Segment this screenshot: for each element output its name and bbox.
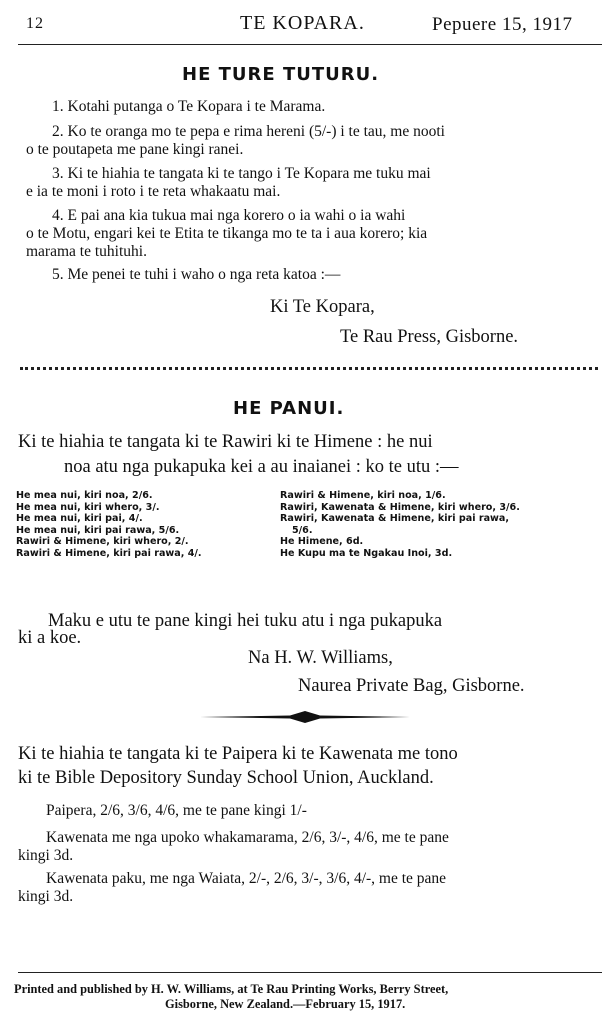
rule-2-line-2: o te poutapeta me pane kingi ranei. (26, 141, 244, 158)
stamp-line-2: ki a koe. (18, 628, 82, 648)
list-item: Rawiri & Himene, kiri noa, 1/6. (280, 490, 446, 501)
rule-4-line-1: 4. E pai ana kia tukua mai nga korero o ia wahi o ia wahi (52, 207, 406, 224)
address-line-1: Ki Te Kopara, (270, 297, 375, 317)
list-item: He mea nui, kiri noa, 2/6. (16, 490, 153, 501)
rule-2-line-1: 2. Ko te oranga mo te pepa e rima hereni (5/-) i te tau, me nooti (52, 123, 445, 140)
list-item: He mea nui, kiri pai rawa, 5/6. (16, 524, 180, 536)
page-number: 12 (26, 15, 44, 32)
signature-name: Na H. W. Williams, (248, 648, 393, 668)
panui-intro-line-2: noa atu nga pukapuka kei a au inaianei : ko te utu :— (64, 457, 459, 477)
rule-4-line-3: marama te tuhituhi. (26, 243, 147, 260)
bible-line-2: ki te Bible Depository Sunday School Union, Auckland. (18, 768, 434, 788)
list-item: Rawiri, Kawenata & Himene, kiri whero, 3/6. (280, 501, 520, 513)
price-kawenata-paku-line-1: Kawenata paku, me nga Waiata, 2/-, 2/6, 3/-, 3/6, 4/-, me te pane (46, 870, 447, 887)
publication-title: TE KOPARA. (240, 12, 365, 34)
price-kawenata-line-1: Kawenata me nga upoko whakamarama, 2/6, 3/-, 4/6, me te pane (46, 829, 449, 846)
list-item: He Himene, 6d. (280, 536, 364, 548)
list-item: He mea nui, kiri pai, 4/. (16, 513, 143, 525)
price-kawenata-line-2: kingi 3d. (18, 847, 74, 864)
signature-address: Naurea Private Bag, Gisborne. (298, 676, 525, 696)
list-item: 5/6. (292, 524, 313, 536)
panui-heading: HE PANUI. (233, 398, 345, 419)
imprint-line-1: Printed and published by H. W. Williams, at Te Rau Printing Works, Berry Street, (14, 982, 449, 996)
address-line-2: Te Rau Press, Gisborne. (340, 327, 519, 347)
issue-date: Pepuere 15, 1917 (432, 14, 573, 35)
list-item: Rawiri & Himene, kiri pai rawa, 4/. (16, 547, 202, 559)
panui-intro-line-1: Ki te hiahia te tangata ki te Rawiri ki te Himene : he nui (18, 432, 433, 452)
price-paipera: Paipera, 2/6, 3/6, 4/6, me te pane kingi 1/- (46, 802, 307, 819)
rule-3-line-1: 3. Ki te hiahia te tangata ki te tango i Te Kopara me tuku mai (52, 165, 431, 182)
rules-heading: HE TURE TUTURU. (182, 64, 380, 85)
section-divider (20, 367, 598, 370)
bible-line-1: Ki te hiahia te tangata ki te Paipera ki te Kawenata me tono (18, 744, 458, 764)
list-item: Rawiri, Kawenata & Himene, kiri pai rawa, (280, 513, 510, 525)
rule-1: 1. Kotahi putanga o Te Kopara i te Marama. (52, 98, 326, 115)
footer-rule (18, 972, 602, 973)
ornament-rule (200, 710, 410, 724)
header-rule (18, 44, 602, 45)
price-list-left (16, 490, 202, 560)
list-item: He mea nui, kiri whero, 3/. (16, 501, 160, 513)
list-item: Rawiri & Himene, kiri whero, 2/. (16, 536, 189, 548)
list-item: He Kupu ma te Ngakau Inoi, 3d. (280, 547, 453, 559)
imprint-line-2: Gisborne, New Zealand.—February 15, 1917. (165, 997, 406, 1011)
price-list-right (280, 490, 520, 560)
stamp-line-1: Maku e utu te pane kingi hei tuku atu i nga pukapuka (48, 611, 443, 631)
rule-4-line-2: o te Motu, engari kei te Etita te tikanga mo te ta i aua korero; kia (26, 225, 428, 242)
price-kawenata-paku-line-2: kingi 3d. (18, 888, 74, 905)
rule-5: 5. Me penei te tuhi i waho o nga reta katoa :— (52, 266, 341, 283)
rule-3-line-2: e ia te moni i roto i te reta whakaatu mai. (26, 183, 281, 200)
